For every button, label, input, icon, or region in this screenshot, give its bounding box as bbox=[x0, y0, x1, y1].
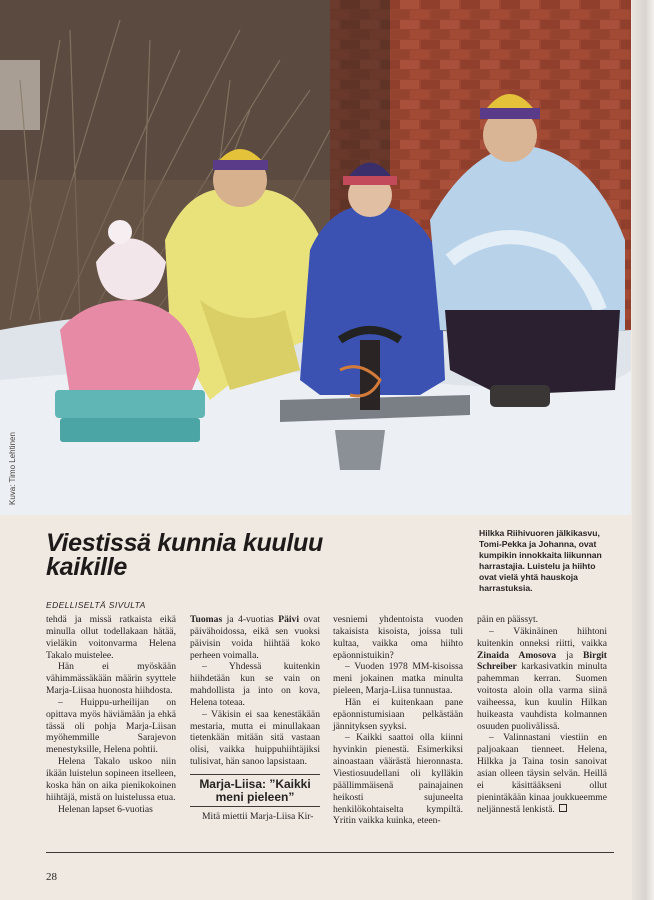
text-run: ovat päivähoidossa, eikä sen vuoksi päivisin voida hiihtää koko perheen voimalla. bbox=[190, 614, 320, 661]
text-run: ja 4-vuotias bbox=[222, 614, 279, 625]
end-mark-icon bbox=[559, 804, 567, 812]
paragraph: Mitä miettii Marja-Liisa Kir- bbox=[202, 810, 314, 822]
person-name: Päivi bbox=[278, 614, 300, 625]
paragraph bbox=[477, 626, 607, 733]
paragraph: vesniemi yhdentoista vuoden takaisista kisoista, joissa tuli kultaa, vaikka oma hiihto epäonnistuikin? bbox=[333, 614, 463, 661]
person-name: Zinaida Amosova bbox=[477, 649, 557, 661]
text-run: – Valinnastani viestiin en paljoakaan tienneet. Helena, Hilkka ja Taina tosin sanoivat asian olleen täysin selvän. Heillä ei käsittääkseni ollut pienintäkään kinaa joukkueemme neljännestä lenkistä. bbox=[477, 732, 607, 815]
paragraph: päin en päässyt. bbox=[477, 614, 539, 625]
paragraph bbox=[190, 614, 320, 661]
photo-caption: Hilkka Riihivuoren jälkikasvu, Tomi-Pekka ja Johanna, ovat kumpikin innokkaita liikunnan harrastajia. Luistelu ja hiihto ovat vielä yhtä hauskoja harrastuksia. bbox=[479, 528, 602, 593]
text-run: ja bbox=[556, 649, 583, 661]
text-column-4 bbox=[477, 614, 607, 815]
headline-line-1: Viestissä kunnia kuuluu bbox=[46, 529, 323, 557]
paragraph: tehdä ja missä ratkaista eikä minulla ollut todellakaan hätää, vieläkin voitonvarma Helena Takalo muistelee. bbox=[46, 614, 176, 661]
paragraph: Helenan lapset 6-vuotias bbox=[58, 803, 153, 815]
paragraph: – Yhdessä kuitenkin hiihdetään kun se vain on mahdollista ja into on kova, Helena toteaa. bbox=[190, 661, 320, 708]
paragraph bbox=[477, 732, 607, 815]
text-column-2 bbox=[190, 614, 320, 823]
paragraph: Hän ei kuitenkaan pane epäonnistumisiaan pelkästään jännityksen syyksi. bbox=[333, 696, 463, 732]
text-run: karkasivatkin minulta pahemman kerran. Suomen voitosta aloin olla varma siinä vaiheessa, kun kuulin Hilkan huikeasta vauhdista kolmannen osuuden puolivälissä. bbox=[477, 661, 607, 732]
paragraph: – Väkisin ei saa kenestäkään mestaria, mutta ei minullakaan tietenkään mitään sitä vastaan olisi, vaikka huippuhiihtäjiksi tulisivat, hän sanoo lapsistaan. bbox=[190, 708, 320, 768]
headline-line-2: kaikille bbox=[46, 553, 127, 581]
paragraph: – Huippu-urheilijan on opittava myös häviämään ja ehkä tässä oli pohja Marja-Liisan myöhemmille Sarajevon menestyksille, Helena pohtii. bbox=[46, 696, 176, 756]
paragraph: – Kaikki saattoi olla kiinni hyvinkin pienestä. Esimerkiksi ainoastaan väärästä hieronnasta. Viestiosuudellani oli kylläkin päällimmäisenä painajainen heikosti sujuneelta henkilökohtaiselta kympiltä. Yritin vaikka kuinka, eteen- bbox=[333, 732, 463, 827]
footer-rule bbox=[46, 852, 614, 853]
text-run: – Väkinäinen hiihtoni kuitenkin onneksi riitti, vaikka bbox=[477, 625, 607, 649]
paragraph: – Vuoden 1978 MM-kisoissa meni jokainen matka minulta pieleen, Marja-Liisa tunnustaa. bbox=[333, 661, 463, 697]
page-edge bbox=[632, 0, 654, 900]
photo-credit: Kuva: Timo Lehtinen bbox=[8, 432, 17, 505]
paragraph: Hän ei myöskään vähimmässäkään määrin syyttele Marja-Liisaa huonosta hiihdosta. bbox=[46, 661, 176, 697]
text-column-1 bbox=[46, 614, 176, 815]
page-number: 28 bbox=[46, 871, 57, 883]
article-headline bbox=[46, 531, 386, 579]
person-name: Birgit Schreiber bbox=[477, 649, 607, 673]
person-name: Tuomas bbox=[190, 614, 223, 625]
section-subheading: Marja-Liisa: ”Kaikki meni pieleen” bbox=[190, 774, 320, 807]
continued-label: EDELLISELTÄ SIVULTA bbox=[46, 600, 146, 610]
text-column-3 bbox=[333, 614, 463, 827]
paragraph: Helena Takalo uskoo niin ikään luistelun sopineen itselleen, koska hän on aika pienikokoinen hiihtäjä, mistä on luistelussa etua. bbox=[46, 756, 176, 803]
